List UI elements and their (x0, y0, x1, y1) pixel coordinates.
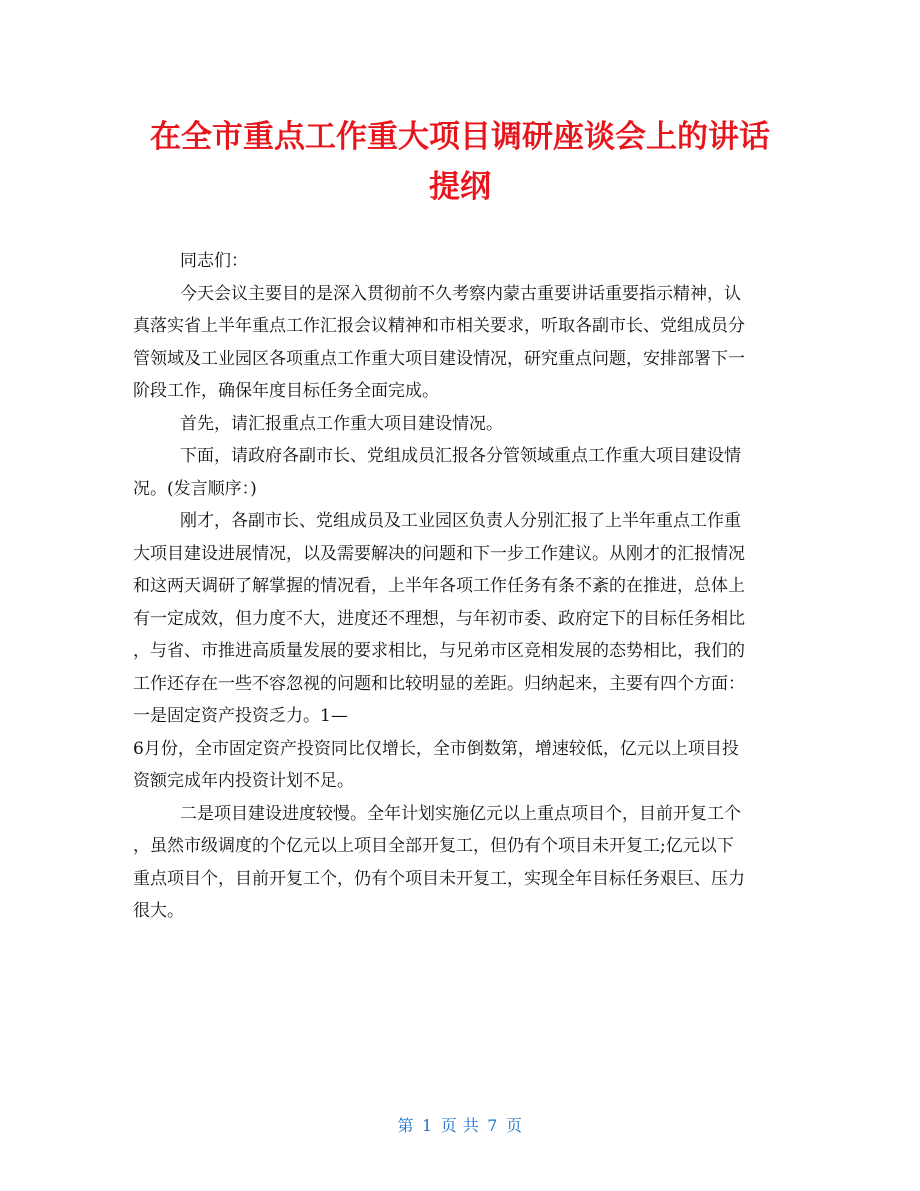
text-line: 同志们： (180, 251, 248, 271)
text-line: 阶段工作，确保年度目标任务全面完成。 (133, 381, 439, 401)
text-line: 管领域及工业园区各项重点工作重大项目建设情况，研究重点问题，安排部署下一 (133, 348, 745, 369)
text-line: 大项目建设进展情况，以及需要解决的问题和下一步工作建议。从刚才的汇报情况 (133, 543, 745, 564)
page-current: 1 (422, 1116, 433, 1135)
text-line: ，与省、市推进高质量发展的要求相比，与兄弟市区竞相发展的态势相比，我们的 (133, 641, 745, 661)
title-line-1: 在全市重点工作重大项目调研座谈会上的讲话 (150, 119, 770, 155)
text-line: 和这两天调研了解掌握的情况看，上半年各项工作任务有条不紊的在推进，总体上 (133, 576, 745, 596)
text-line: 有一定成效，但力度不大，进度还不理想，与年初市委、政府定下的目标任务相比 (133, 608, 745, 629)
text-line: 重点项目个，目前开复工个，仍有个项目未开复工，实现全年目标任务艰巨、压力 (133, 868, 745, 889)
page-number-footer (0, 1113, 920, 1136)
text-line: 工作还存在一些不容忽视的问题和比较明显的差距。归纳起来，主要有四个方面： (133, 673, 745, 694)
document-body (133, 245, 789, 928)
page-prefix: 第 (397, 1116, 415, 1135)
title-line-2: 提纲 (429, 169, 491, 205)
text-line: 今天会议主要目的是深入贯彻前不久考察内蒙古重要讲话重要指示精神，认 (180, 283, 741, 304)
text-line: 资额完成年内投资计划不足。 (133, 771, 354, 791)
page-middle: 页 共 (440, 1116, 480, 1135)
text-line: 二是项目建设进度较慢。全年计划实施亿元以上重点项目个，目前开复工个 (180, 803, 741, 824)
text-line: 下面，请政府各副市长、党组成员汇报各分管领域重点工作重大项目建设情 (180, 446, 741, 466)
text-line: 一是固定资产投资乏力。1— (133, 706, 348, 726)
text-line: ，虽然市级调度的个亿元以上项目全部开复工，但仍有个项目未开复工;亿元以下 (133, 836, 734, 856)
text-line: 首先，请汇报重点工作重大项目建设情况。 (180, 413, 503, 434)
text-line: 6月份，全市固定资产投资同比仅增长，全市倒数第，增速较低，亿元以上项目投 (133, 738, 739, 759)
text-line: 真落实省上半年重点工作汇报会议精神和市相关要求，听取各副市长、党组成员分 (133, 316, 745, 336)
page-total: 7 (487, 1116, 498, 1135)
document-title (132, 112, 788, 212)
text-line: 很大。 (133, 901, 184, 921)
page-suffix: 页 (505, 1116, 523, 1135)
text-line: 刚才，各副市长、党组成员及工业园区负责人分别汇报了上半年重点工作重 (180, 511, 741, 531)
text-line: 况。(发言顺序：) (133, 478, 257, 499)
